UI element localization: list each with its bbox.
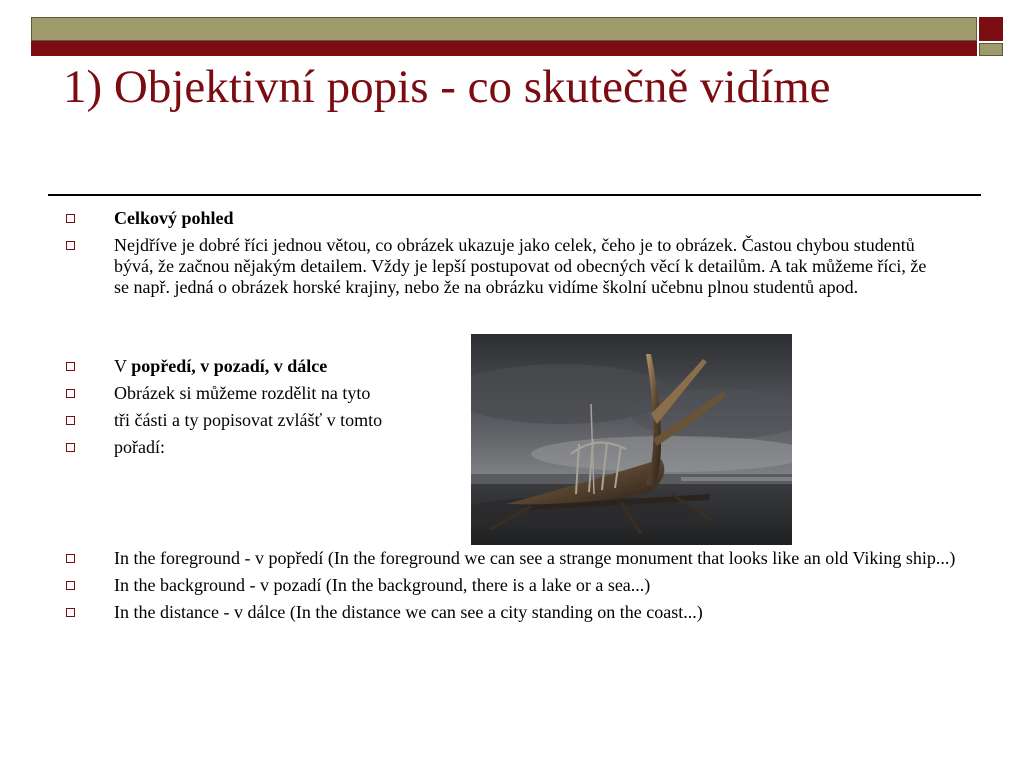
square-bullet-icon bbox=[66, 214, 75, 223]
list-item bbox=[60, 548, 960, 569]
header-red-square bbox=[979, 17, 1003, 41]
bullet-text: tři části a ty popisovat zvlášť v tomto bbox=[114, 410, 383, 430]
square-bullet-icon bbox=[66, 362, 75, 371]
square-bullet-icon bbox=[66, 443, 75, 452]
square-bullet-icon bbox=[66, 416, 75, 425]
bullet-list-parts bbox=[60, 356, 440, 464]
header-olive-square bbox=[979, 43, 1003, 56]
title-divider bbox=[48, 194, 981, 196]
list-item bbox=[60, 575, 960, 596]
square-bullet-icon bbox=[66, 608, 75, 617]
bullet-text: pořadí: bbox=[114, 437, 165, 457]
bullet-text: In the background - v pozadí (In the background, there is a lake or a sea...) bbox=[114, 575, 651, 595]
list-item bbox=[60, 208, 940, 229]
list-item bbox=[60, 410, 440, 431]
bullet-text: In the distance - v dálce (In the distance we can see a city standing on the coast...) bbox=[114, 602, 703, 622]
list-item bbox=[60, 235, 940, 298]
square-bullet-icon bbox=[66, 241, 75, 250]
list-item bbox=[60, 602, 960, 623]
list-item bbox=[60, 437, 440, 458]
square-bullet-icon bbox=[66, 389, 75, 398]
bullet-list-english bbox=[60, 548, 960, 629]
bullet-text: Celkový pohled bbox=[114, 208, 234, 228]
header-olive-bar bbox=[31, 17, 977, 41]
list-item bbox=[60, 383, 440, 404]
square-bullet-icon bbox=[66, 554, 75, 563]
square-bullet-icon bbox=[66, 581, 75, 590]
bullet-text: In the foreground - v popředí (In the foreground we can see a strange monument that looks like an old Viking ship...) bbox=[114, 548, 956, 568]
bullet-text: Nejdříve je dobré říci jednou větou, co obrázek ukazuje jako celek, čeho je to obrázek. Častou chybou studentů bývá, že začnou nějakým detailem. Vždy je lepší postupovat od obecných věcí k detailům. A tak můžeme říci, že se např. jedná o obrázek horské krajiny, nebo že na obrázku vidíme školní učebnu plnou studentů apod. bbox=[114, 235, 927, 297]
bullet-heading-prefix: V bbox=[114, 356, 132, 376]
bullet-list-overview bbox=[60, 208, 940, 304]
viking-ship-sculpture-photo bbox=[471, 334, 792, 545]
header-red-bar bbox=[31, 41, 977, 56]
bullet-heading-bold: popředí, v pozadí, v dálce bbox=[131, 356, 328, 376]
slide-title: 1) Objektivní popis - co skutečně vidíme bbox=[63, 61, 831, 113]
bullet-text: Obrázek si můžeme rozdělit na tyto bbox=[114, 383, 371, 403]
list-item bbox=[60, 356, 440, 377]
